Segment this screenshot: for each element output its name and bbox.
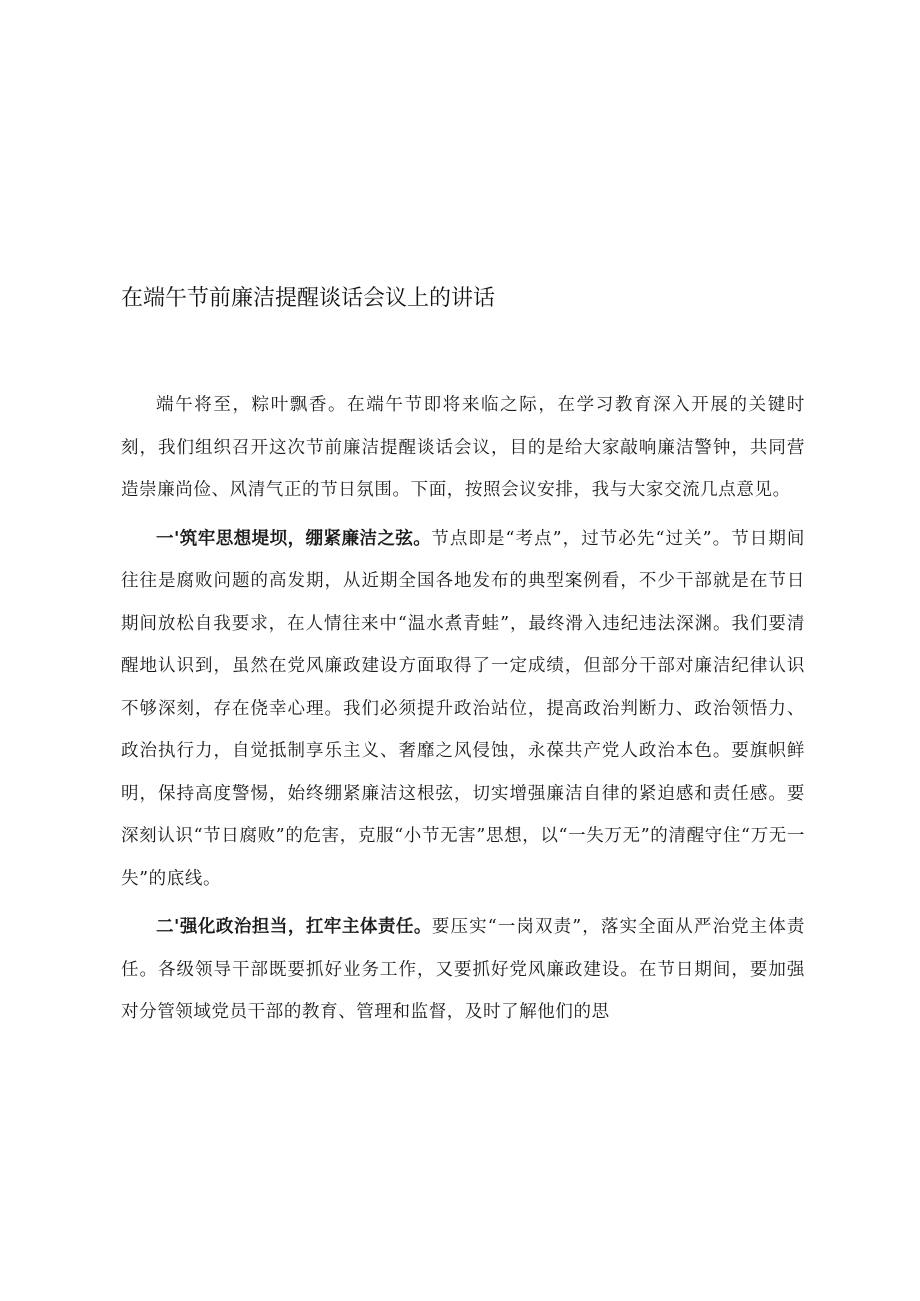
paragraph-text: 节点即是“考点”，过节必先“过关”。节日期间往往是腐败问题的高发期，从近期全国各地发布的典型案例看，不少干部就是在节日期间放松自我要求，在人情往来中“温水煮青蛙”，最终滑入违纪违法深渊。我们要清醒地认识到，虽然在党风廉政建设方面取得了一定成绩，但部分干部对廉洁纪律认识不够深刻，存在侥幸心理。我们必须提升政治站位，提高政治判断力、政治领悟力、政治执行力，自觉抵制享乐主义、奢靡之风侵蚀，永葆共产党人政治本色。要旗帜鲜明，保持高度警惕，始终绷紧廉洁这根弦，切实增强廉洁自律的紧迫感和责任感。要深刻认识“节日腐败”的危害，克服“小节无害”思想，以“一失万无”的清醒守住“万无一失”的底线。 bbox=[121, 528, 805, 889]
paragraph-section-2 bbox=[121, 906, 805, 1034]
paragraph-text: 要压实“一岗双责”，落实全面从严治党主体责任。各级领导干部既要抓好业务工作，又要抓好党风廉政建设。在节日期间，要加强对分管领域党员干部的教育、管理和监督，及时了解他们的思 bbox=[121, 917, 805, 1022]
paragraph-section-1 bbox=[121, 518, 805, 901]
document-body bbox=[121, 384, 805, 1040]
section-heading: 一'筑牢思想堤坝，绷紧廉洁之弦。 bbox=[156, 528, 432, 549]
paragraph-text: 端午将至，粽叶飘香。在端午节即将来临之际，在学习教育深入开展的关键时刻，我们组织召开这次节前廉洁提醒谈话会议，目的是给大家敲响廉洁警钟，共同营造崇廉尚俭、风清气正的节日氛围。下面，按照会议安排，我与大家交流几点意见。 bbox=[121, 395, 805, 500]
section-heading: 二'强化政治担当，扛牢主体责任。 bbox=[156, 917, 432, 937]
paragraph-intro bbox=[121, 384, 805, 512]
document-title: 在端午节前廉洁提醒谈话会议上的讲话 bbox=[121, 286, 496, 311]
